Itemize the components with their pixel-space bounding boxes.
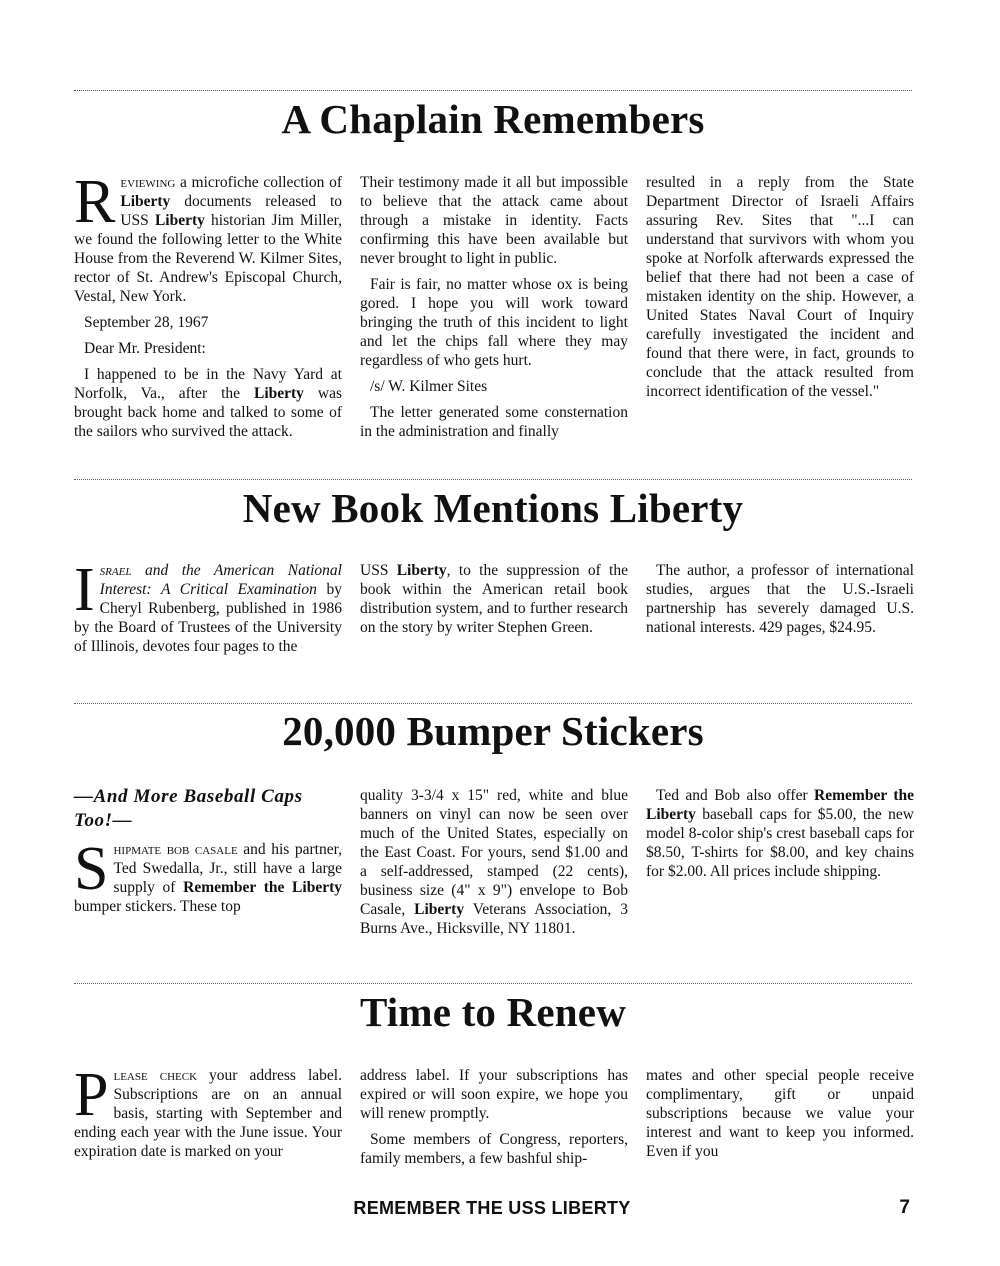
drop-cap: S — [74, 835, 109, 903]
text: quality 3-3/4 x 15" red, white and blue banners on vinyl can now be seen over much of the United States, especially on the East Coast. For yours, send $1.00 and a self-addressed, stamped (22 cents), business size (4" x 9") envelope to Bob Casale, — [360, 787, 628, 918]
text: documents released to USS — [120, 193, 342, 229]
article-column — [646, 1066, 914, 1168]
bold-text: Liberty — [120, 193, 171, 210]
paragraph: The letter generated some consternation in the administration and finally — [360, 404, 628, 440]
paragraph — [74, 365, 342, 441]
bold-text: Liberty — [396, 562, 447, 579]
bold-text: Remember the Liberty — [646, 787, 914, 823]
paragraph — [74, 1061, 342, 1161]
article-title: New Book Mentions Liberty — [242, 485, 744, 531]
page-number: 7 — [899, 1197, 910, 1218]
paragraph: mates and other special people receive complimentary, gift or unpaid subscriptions because we value your interest and want to keep you informed. Even if you — [646, 1067, 914, 1160]
lead-in: srael — [99, 562, 132, 579]
article-column — [646, 786, 914, 888]
article-column — [646, 561, 914, 644]
paragraph: Their testimony made it all but impossible to believe that the attack came about through a mistake in identity. Facts confirming this have been available but never brought to light in public. — [360, 174, 628, 267]
lead-in: hipmate bob casale — [113, 841, 238, 858]
running-footer: REMEMBER THE USS LIBERTY — [353, 1198, 631, 1218]
letter-signature: /s/ W. Kilmer Sites — [370, 378, 488, 395]
article-column — [74, 1061, 342, 1168]
letter-salutation: Dear Mr. President: — [84, 340, 206, 357]
article-column — [360, 1066, 628, 1175]
text: Veterans Association, 3 Burns Ave., Hicksville, NY 11801. — [360, 901, 628, 937]
bold-text: Remember the Liberty — [183, 879, 342, 896]
article-column — [74, 168, 342, 448]
article-title: A Chaplain Remembers — [281, 96, 705, 142]
bold-text: Liberty — [414, 901, 465, 918]
article-column — [646, 173, 914, 408]
drop-cap: R — [74, 168, 116, 236]
book-title: and the American National Interest: A Critical Examination — [99, 562, 342, 598]
article-column — [74, 556, 342, 663]
text: and his partner, Ted Swedalla, Jr., still have a large supply of — [113, 841, 342, 896]
text: Ted and Bob also offer — [656, 787, 815, 804]
text: by Cheryl Rubenberg, published in 1986 by the Board of Trustees of the University of Illinois, devotes four pages to the — [74, 581, 342, 655]
article-title: 20,000 Bumper Stickers — [282, 708, 704, 754]
bold-text: Liberty — [253, 385, 304, 402]
text: USS — [360, 562, 397, 579]
subhead: —And More Baseball Caps Too!— — [74, 786, 303, 831]
article-column — [360, 561, 628, 644]
paragraph: Some members of Congress, reporters, family members, a few bashful ship- — [360, 1131, 628, 1167]
paragraph: The author, a professor of international studies, argues that the U.S.-Israeli partnership has severely damaged U.S. national interests. 429 pages, $24.95. — [646, 562, 914, 636]
text: , to the suppression of the book within the American retail book distribution system, and to further research on the story by writer Stephen Green. — [360, 562, 628, 636]
paragraph: Fair is fair, no matter whose ox is being gored. I hope you will work toward bringing the truth of this incident to light and let the chips fall where they may regardless of who gets hurt. — [360, 276, 628, 369]
divider-rule — [74, 479, 912, 480]
drop-cap: P — [74, 1061, 109, 1129]
text: your address label. Subscriptions are on an annual basis, starting with September and ending each year with the June issue. Your expiration date is marked on your — [74, 1067, 342, 1160]
lead-in: eviewing — [120, 174, 176, 191]
paragraph — [646, 786, 914, 881]
paragraph: resulted in a reply from the State Department Director of Israeli Affairs assuring Rev. Sites that "...I can understand that survivors with whom you spoke at Norfolk afterwards expressed the belief that there had not been a case of mistaken identity on the ship. However, a United States Naval Court of Inquiry carefully investigated the incident and found that there were, in fact, grounds to conclude that the attack resulted from incorrect identification of the vessel." — [646, 174, 914, 400]
paragraph — [74, 556, 342, 656]
letter-date: September 28, 1967 — [84, 314, 209, 331]
article-title: Time to Renew — [359, 989, 627, 1035]
divider-rule — [74, 90, 912, 91]
text: bumper stickers. These top — [74, 898, 241, 915]
paragraph — [360, 786, 628, 938]
article-column — [74, 785, 342, 923]
paragraph: address label. If your subscriptions has expired or will soon expire, we hope you will renew promptly. — [360, 1067, 628, 1122]
text: I happened to be in the Navy Yard at Norfolk, Va., after the — [74, 366, 342, 402]
paragraph — [74, 168, 342, 306]
text: was brought back home and talked to some of the sailors who survived the attack. — [74, 385, 342, 440]
article-column — [360, 173, 628, 448]
article-column — [360, 786, 628, 945]
paragraph — [74, 835, 342, 916]
divider-rule — [74, 983, 912, 984]
bold-text: Liberty — [154, 212, 205, 229]
lead-in: lease check — [113, 1067, 198, 1084]
text: a microfiche collection of — [175, 174, 342, 191]
divider-rule — [74, 703, 912, 704]
paragraph — [360, 561, 628, 637]
drop-cap: I — [74, 556, 95, 624]
text: baseball caps for $5.00, the new model 8-color ship's crest baseball caps for $8.50, T-shirts for $8.00, and key chains for $2.00. All prices include shipping. — [646, 806, 914, 880]
text: historian Jim Miller, we found the following letter to the White House from the Reverend W. Kilmer Sites, rector of St. Andrew's Episcopal Church, Vestal, New York. — [74, 212, 342, 305]
